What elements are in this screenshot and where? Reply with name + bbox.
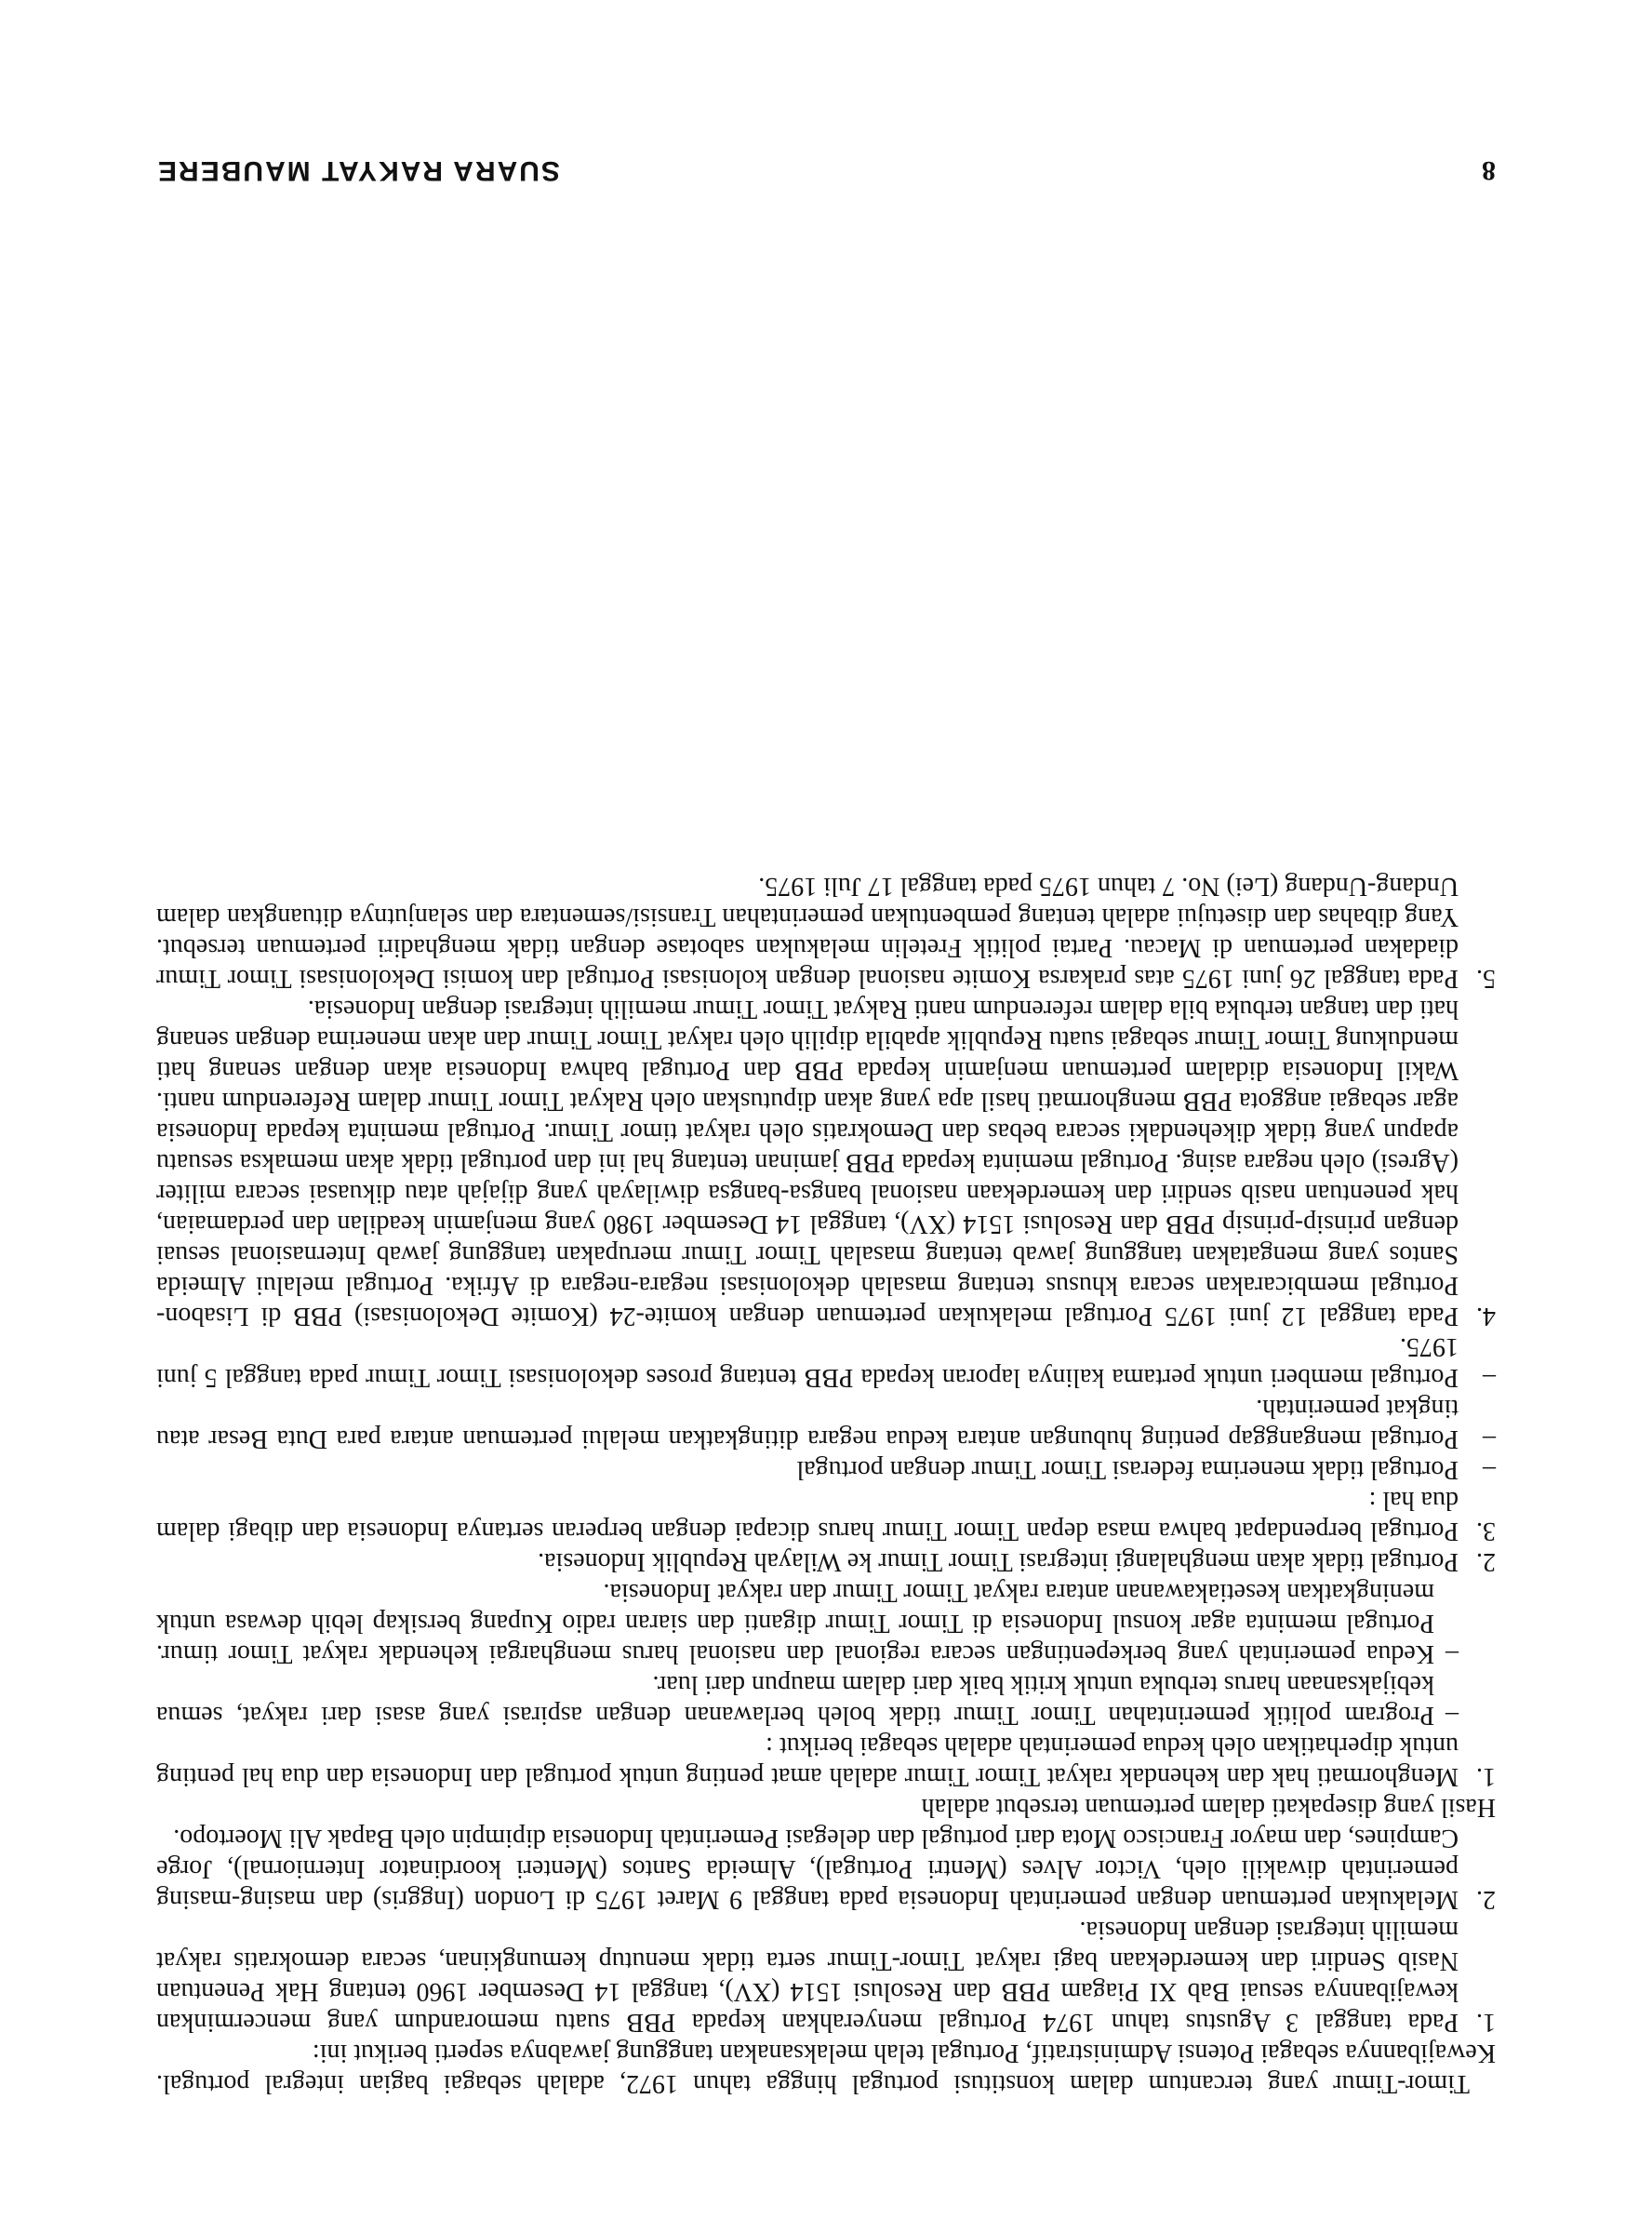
list-a-number: 1. — [1476, 2008, 1496, 2037]
list-b-number: 2. — [1476, 1547, 1496, 1576]
list-b-number: 1. — [1476, 1762, 1496, 1791]
sub-item-text: Portugal memberi untuk pertama kalinya laporan kepada PBB tentang proses dekolonisasi Timor Timur pada tanggal 5 juni 1975. — [156, 1332, 1459, 1392]
sub-item-text: Program politik pemerintahan Timor Timur tidak boleh berlawanan dengan aspirasi yang asasi dari rakyat, semua kebijaksanaan harus terbuka untuk kritik baik dari dalam maupun dari luar. — [156, 1670, 1434, 1730]
list-a-item-2 — [156, 1823, 1496, 1915]
list-b-number: 3. — [1476, 1517, 1496, 1545]
document-body — [156, 871, 1496, 2099]
list-b-number: 5. — [1476, 964, 1496, 993]
list-b-text: Pada tanggal 26 juni 1975 atas prakarsa Komite nasional dengan kolonisasi Portugal dan komisi Dekolonisasi Timor Timur diadakan pertemuan di Macau. Partai politik Fretelin melakukan sabotase dengan tidak menghadiri pertemuan tersebut. Yang dibahas dan disetujui adalah tentang pembentukan pemerintahan Transisi/sementara dan selanjutnya dituangkan dalam Undang-Undang (Lei) No. 7 tahun 1975 pada tanggal 17 Juli 1975. — [156, 872, 1459, 993]
result-lead: Hasil yang disepakati dalam pertemuan tersebut adalah — [921, 1793, 1496, 1822]
list-b-number: 4. — [1476, 1302, 1496, 1330]
list-a-item-1 — [156, 1915, 1496, 2038]
sub-item-text: Portugal menganggap penting hubungan antara kedua negara ditingkatkan melalui pertemuan antara para Duta Besar atau tingkat pemerintah. — [156, 1394, 1459, 1453]
intro-paragraph: Timor-Timur yang tercantum dalam konstitusi portugal hingga tahun 1972, adalah sebagai bagian integral portugal. Kewajibannya sebagai Potensi Administratif, Portugal telah melaksanakan tanggung jawabnya seperti berikut ini: — [156, 2039, 1496, 2098]
list-b-text: Menghormati hak dan kehendak rakyat Timor Timur adalah amat penting untuk portugal dan Indonesia dan dua hal penting untuk diperhatikan oleh kedua pemerintah adalah sebagai berikut : — [156, 1732, 1459, 1791]
list-b-item-4 — [156, 994, 1496, 1331]
sub-item-text: Kedua pemerintah yang berkepentingan secara regional dan nasional harus menghargai kehendak rakyat Timor timur. Portugal meminta agar konsul Indonesia di Timor Timur diganti dan siaran radio Kupang bersikap lebih dewasa untuk meningkatkan kesetiakawanan antara rakyat Timor Timur dan rakyat Indonesia. — [156, 1578, 1434, 1668]
list-b-text: Pada tanggal 12 juni 1975 Portugal melakukan pertemuan dengan komite-24 (Komite Dekolonisasi) PBB di Lisabon-Portugal membicarakan secara khusus tentang masalah dekolonisasi negara-negara di Afrika. Portugal melalui Almeida Santos yang mengatakan tanggung jawab tentang masalah Timor Timur merupakan tanggung jawab Internasional sesuai dengan prinsip-prinsip PBB dan Resolusi 1514 (XV), tanggal 14 Desember 1980 yang menjamin keadilan dan perdamaian, hak penentuan nasib sendiri dan kemerdekaan nasional bangsa-bangsa diwilayah yang dijajah atau dikuasai secara militer (Agresi) oleh negara asing. Portugal meminta kepada PBB jaminan tentang hal ini dan portugal tidak akan memaksa sesuatu apapun yang tidak dikehendaki secara bebas dan Demokratis oleh rakyat timor Timur. Portugal meminta kepada Indonesia agar sebagai anggota PBB menghormati hasil apa yang akan diputuskan oleh Rakyat Timor Timur dalam Referendum nanti. Wakil Indonesia didalam pertemuan menjamin kepada PBB dan Portugal bahwa Indonesia akan dengan senang hati mendukung Timor Timur sebagai suatu Republik apabila dipilih oleh rakyat Timor Timur dan akan menerima dengan senang hati dan tangan terbuka bila dalam referendum nanti Rakyat Timor Timur memilih integrasi dengan Indonesia. — [156, 995, 1459, 1330]
sub-item-text: Portugal tidak menerima federasi Timor Timur dengan portugal — [796, 1455, 1459, 1484]
list-b-item-3-sub-2: – Portugal menganggap penting hubungan antara kedua negara ditingkatkan melalui pertemuan antara para Duta Besar atau tingkat pemerintah. — [156, 1394, 1496, 1453]
list-b-item-1 — [156, 1731, 1496, 1792]
list-b-item-5 — [156, 871, 1496, 994]
list-b-text: Portugal tidak akan menghalangi integrasi Timor Timur ke Wilayah Republik Indonesia. — [538, 1547, 1459, 1576]
list-b-item-3-sub-3: – Portugal memberi untuk pertama kalinya laporan kepada PBB tentang proses dekolonisasi Timor Timur pada tanggal 5 juni 1975. — [156, 1332, 1496, 1392]
list-a-text: Melakukan pertemuan dengan pemerintah Indonesia pada tanggal 9 Maret 1975 di London (Inggris) dan masing-masing pemerintah diwakili oleh, Victor Alves (Mentri Portugal), Almeida Santos (Menteri koordinator Interniornal), Jorge Campines, dan mayor Francisco Mota dari portugal dan delegasi Pemerintah Indonesia dipimpin oleh Bapak Ali Moertopo. — [156, 1824, 1459, 1914]
publication-title: SUARA RAKYAT MAUBERE — [156, 155, 560, 186]
page-header — [156, 149, 1496, 186]
list-b-item-1-sub-2: – Kedua pemerintah yang berkepentingan secara regional dan nasional harus menghargai kehendak rakyat Timor timur. Portugal meminta agar konsul Indonesia di Timor Timur diganti dan siaran radio Kupang bersikap lebih dewasa untuk meningkatkan kesetiakawanan antara rakyat Timor Timur dan rakyat Indonesia. — [156, 1578, 1459, 1668]
list-b-text: Portugal berpendapat bahwa masa depan Timor Timur harus dicapai dengan berperan sertanya Indonesia dan dibagi dalam dua hal : — [156, 1486, 1459, 1545]
list-b-item-1-sub-1: – Program politik pemerintahan Timor Timur tidak boleh berlawanan dengan aspirasi yang asasi dari rakyat, semua kebijaksanaan harus terbuka untuk kritik baik dari dalam maupun dari luar. — [156, 1670, 1459, 1730]
list-b-item-2 — [156, 1546, 1496, 1577]
list-b-item-3-sub-1: – Portugal tidak menerima federasi Timor Timur dengan portugal — [156, 1454, 1496, 1485]
page-number: 8 — [1482, 155, 1496, 186]
list-a-number: 2. — [1476, 1885, 1496, 1914]
list-a-text: Pada tanggal 3 Agustus tahun 1974 Portugal menyerahkan kepada PBB suatu memorandum yang mencerminkan kewajibannya sesuai Bab XI Piagam PBB dan Resolusi 1514 (XV), tanggal 14 Desember 1960 tentang Hak Penentuan Nasib Sendiri dan kemerdekaan bagi rakyat Timor-Timur serta tidak menutup kemungkinan, secara demokratis rakyat memilih integrasi dengan Indonesia. — [156, 1916, 1459, 2037]
list-b-item-3 — [156, 1485, 1496, 1546]
